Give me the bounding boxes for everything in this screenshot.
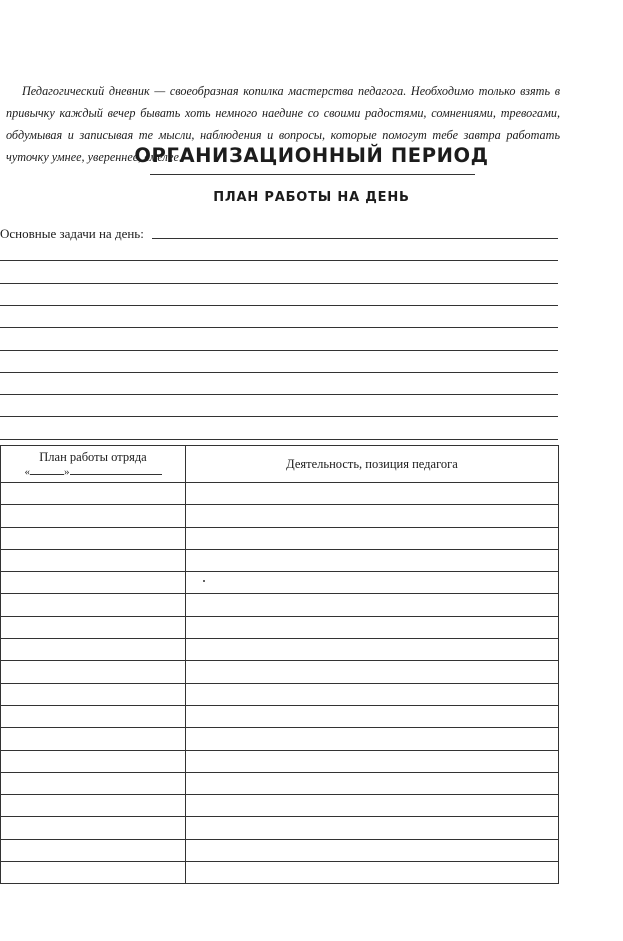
- plan-cell[interactable]: [1, 795, 186, 817]
- task-writing-line[interactable]: [0, 260, 558, 261]
- activity-cell[interactable]: [186, 639, 559, 661]
- table-row: [1, 862, 559, 884]
- activity-cell[interactable]: [186, 483, 559, 505]
- intro-paragraph: Педагогический дневник — своеобразная копилка мастерства педагога. Необходимо только взять в привычку каждый вечер бывать хоть немного наедине со своими радостями, сомнениями, тревогами, обдумывая и записывая те мысли, наблюдения и вопросы, которые помогут тебе завтра работать чуточку умнее, увереннее, смелее.: [6, 84, 560, 165]
- task-writing-line[interactable]: [0, 283, 558, 284]
- date-open-quote: «: [24, 465, 30, 478]
- plan-cell[interactable]: [1, 750, 186, 772]
- page-title: ОРГАНИЗАЦИОННЫЙ ПЕРИОД: [134, 144, 489, 167]
- table-row: [1, 483, 559, 505]
- table-row: [1, 661, 559, 683]
- plan-cell[interactable]: [1, 817, 186, 839]
- table-row: [1, 795, 559, 817]
- activity-cell[interactable]: [186, 795, 559, 817]
- activity-cell[interactable]: [186, 661, 559, 683]
- activity-cell[interactable]: [186, 839, 559, 861]
- table-row: [1, 705, 559, 727]
- table-row: [1, 505, 559, 527]
- task-writing-line[interactable]: [0, 439, 558, 440]
- task-writing-line[interactable]: [0, 372, 558, 373]
- plan-table: [0, 445, 559, 884]
- plan-cell[interactable]: [1, 639, 186, 661]
- table-row: [1, 616, 559, 638]
- activity-cell[interactable]: [186, 505, 559, 527]
- table-row: [1, 683, 559, 705]
- activity-cell[interactable]: [186, 862, 559, 884]
- table-row: [1, 572, 559, 594]
- table-row: [1, 639, 559, 661]
- activity-cell[interactable]: [186, 594, 559, 616]
- table-row: [1, 750, 559, 772]
- task-writing-line[interactable]: [0, 305, 558, 306]
- plan-cell[interactable]: [1, 483, 186, 505]
- activity-cell[interactable]: [186, 750, 559, 772]
- plan-cell[interactable]: [1, 862, 186, 884]
- title-underline: [150, 174, 475, 175]
- activity-cell[interactable]: [186, 705, 559, 727]
- activity-cell[interactable]: [186, 683, 559, 705]
- plan-cell[interactable]: [1, 572, 186, 594]
- plan-cell[interactable]: [1, 705, 186, 727]
- activity-cell[interactable]: [186, 728, 559, 750]
- date-close-quote: »: [64, 465, 70, 478]
- table-row: [1, 728, 559, 750]
- date-month-blank[interactable]: [70, 465, 162, 475]
- activity-cell[interactable]: [186, 817, 559, 839]
- activity-cell[interactable]: [186, 549, 559, 571]
- table-row: [1, 772, 559, 794]
- page-subtitle: ПЛАН РАБОТЫ НА ДЕНЬ: [213, 190, 410, 205]
- task-writing-line[interactable]: [0, 416, 558, 417]
- header-activity-label: Деятельность, позиция педагога: [286, 456, 458, 471]
- header-date-field[interactable]: [25, 465, 162, 479]
- plan-cell[interactable]: [1, 616, 186, 638]
- plan-cell[interactable]: [1, 505, 186, 527]
- activity-cell[interactable]: [186, 572, 559, 594]
- plan-table-header: [1, 446, 559, 483]
- plan-cell[interactable]: [1, 527, 186, 549]
- plan-cell[interactable]: [1, 839, 186, 861]
- table-row: [1, 527, 559, 549]
- plan-cell[interactable]: [1, 772, 186, 794]
- plan-cell[interactable]: [1, 661, 186, 683]
- plan-cell[interactable]: [1, 728, 186, 750]
- table-row: [1, 817, 559, 839]
- table-row: [1, 594, 559, 616]
- header-plan-column: [1, 446, 186, 483]
- tasks-label: Основные задачи на день:: [0, 226, 144, 241]
- header-plan-label: План работы отряда: [39, 449, 147, 464]
- header-activity-column: [186, 446, 559, 483]
- plan-cell[interactable]: [1, 549, 186, 571]
- tasks-first-line[interactable]: [152, 238, 558, 239]
- table-row: [1, 549, 559, 571]
- date-day-blank[interactable]: [30, 465, 64, 475]
- plan-table-body: [1, 483, 559, 884]
- plan-cell[interactable]: [1, 683, 186, 705]
- stray-dot: [203, 580, 205, 582]
- activity-cell[interactable]: [186, 772, 559, 794]
- table-row: [1, 839, 559, 861]
- task-writing-line[interactable]: [0, 394, 558, 395]
- activity-cell[interactable]: [186, 527, 559, 549]
- task-writing-line[interactable]: [0, 327, 558, 328]
- task-writing-line[interactable]: [0, 350, 558, 351]
- activity-cell[interactable]: [186, 616, 559, 638]
- plan-cell[interactable]: [1, 594, 186, 616]
